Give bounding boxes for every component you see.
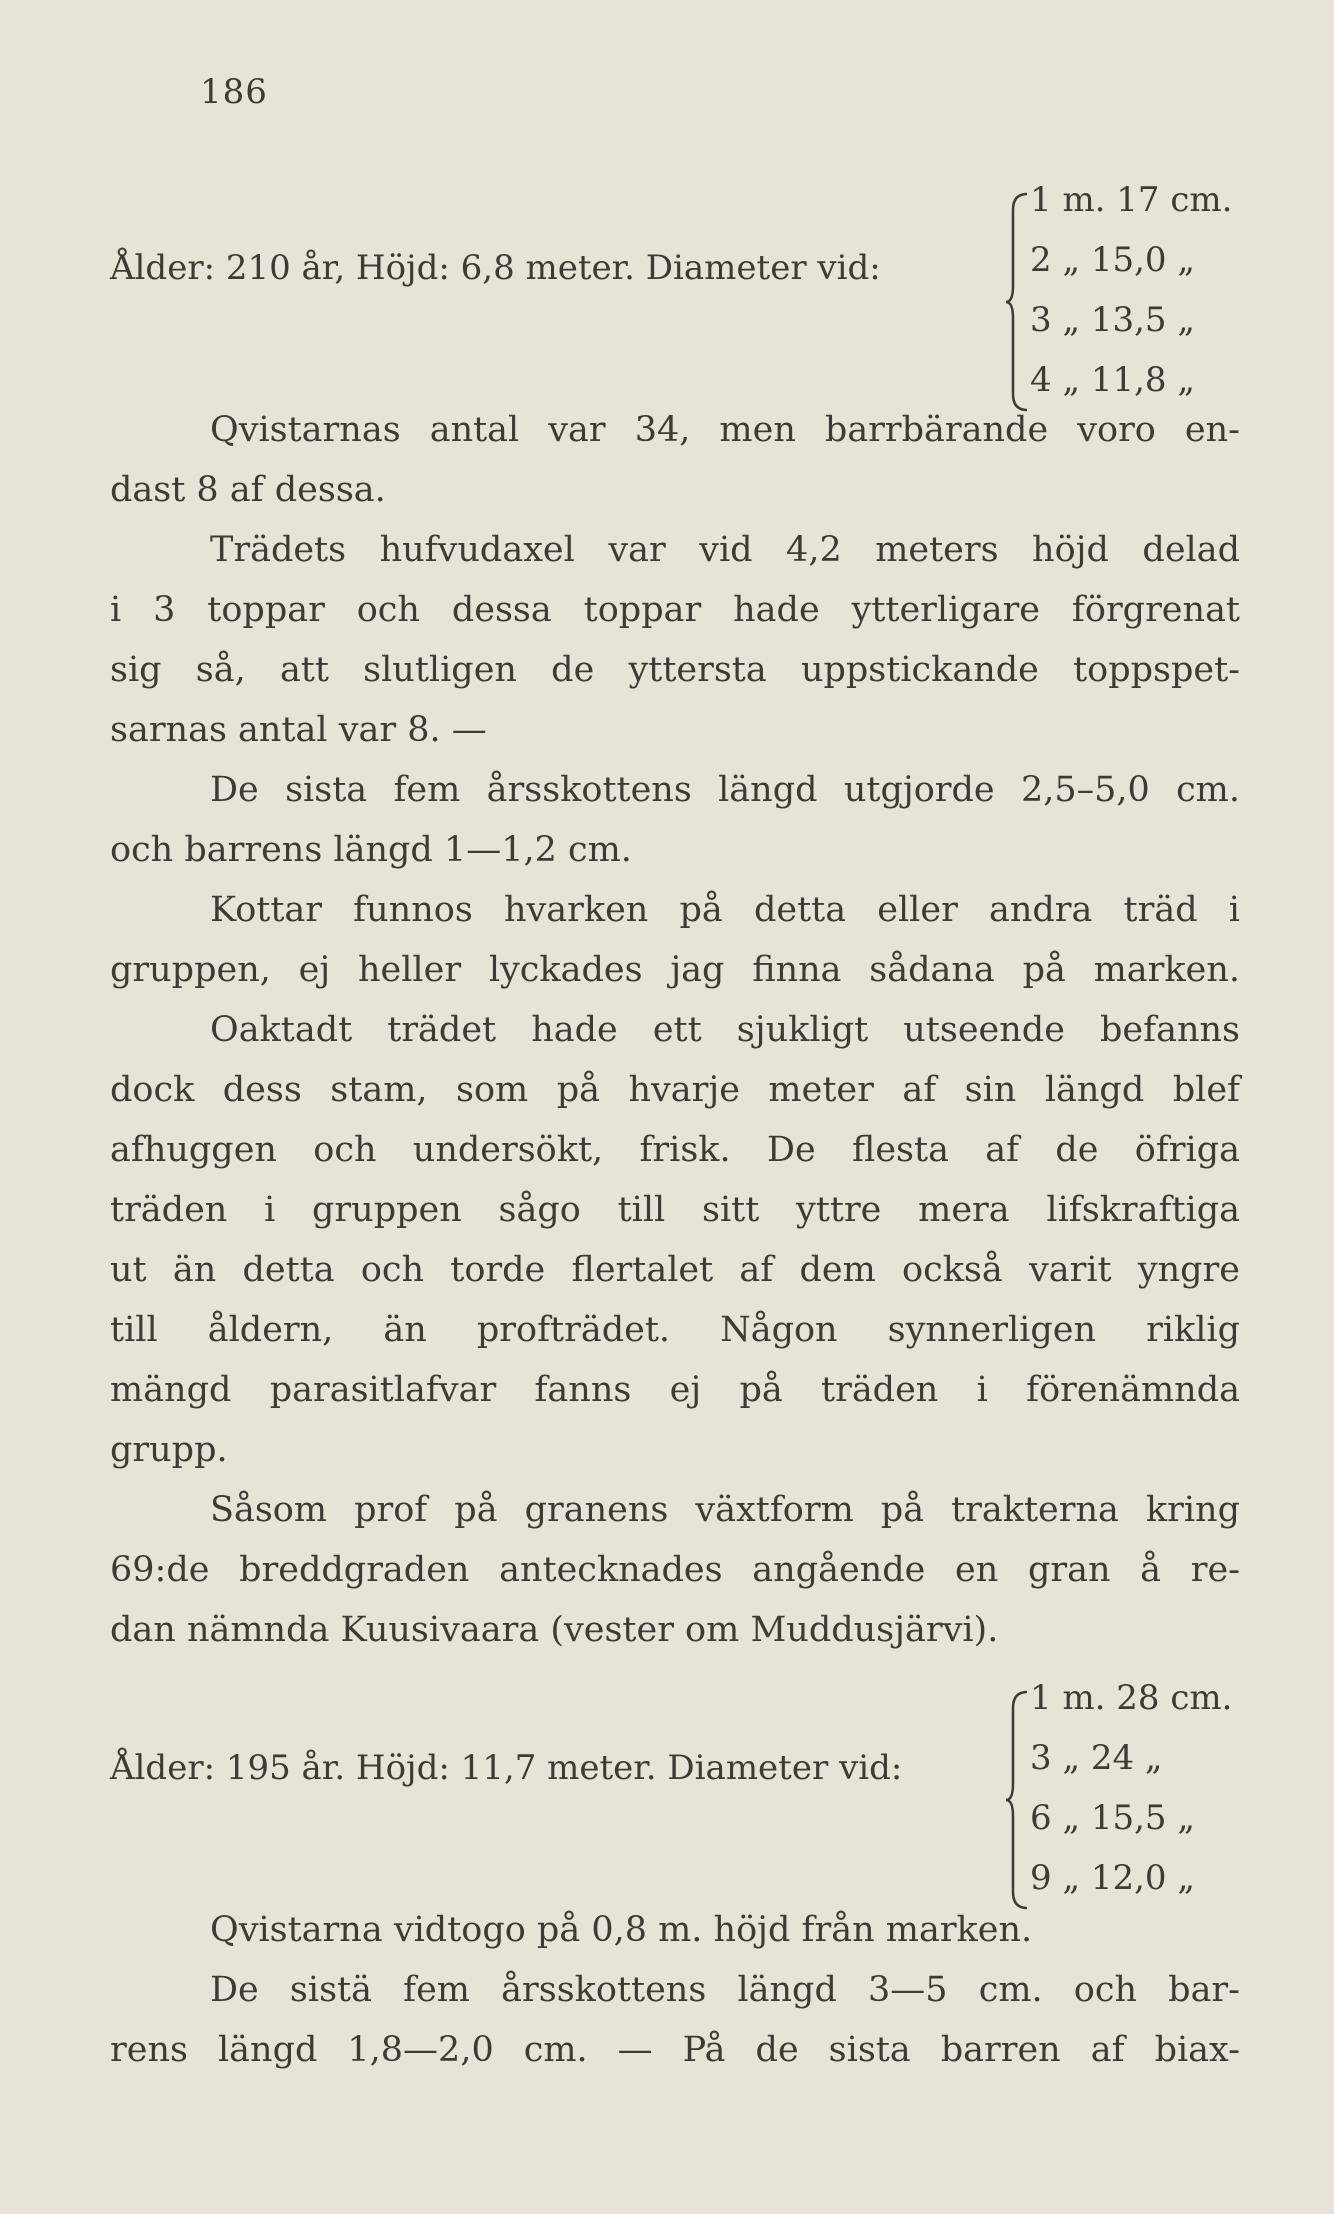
text-line: och barrens längd 1—1,2 cm. <box>110 830 632 870</box>
measurement-label-1: Ålder: 210 år, Höjd: 6,8 meter. Diameter vid: <box>110 248 881 288</box>
paragraph-health <box>110 1000 1240 1480</box>
measurement-block-2 <box>110 1660 1250 1900</box>
paragraph-growth-form <box>110 1480 1240 1660</box>
measurement-value: 6 „ 15,5 „ <box>1030 1798 1195 1838</box>
measurement-values-1 <box>1030 170 1232 410</box>
measurement-block-1 <box>110 160 1250 400</box>
text-line: grupp. <box>110 1430 228 1470</box>
text-line: De sistä fem årsskottens längd 3—5 cm. och bar- <box>210 1970 1240 2010</box>
text-line: Kottar funnos hvarken på detta eller andra träd i <box>210 890 1240 930</box>
text-line: rens längd 1,8—2,0 cm. — På de sista barren af biax- <box>110 2030 1240 2070</box>
text-line: mängd parasitlafvar fanns ej på träden i förenämnda <box>110 1370 1240 1410</box>
text-line: 69:de breddgraden antecknades angående en gran å re- <box>110 1550 1240 1590</box>
text-line: till åldern, än profträdet. Någon synnerligen riklig <box>110 1310 1240 1350</box>
paragraph-branch-height <box>110 1900 1240 1960</box>
measurement-value: 3 „ 13,5 „ <box>1030 300 1195 340</box>
paragraph-cones <box>110 880 1240 1000</box>
text-line: Qvistarnas antal var 34, men barrbärande voro en- <box>210 410 1240 450</box>
brace-icon <box>1005 1688 1029 1913</box>
text-line: gruppen, ej heller lyckades jag finna sådana på marken. <box>110 950 1240 990</box>
text-line: dast 8 af dessa. <box>110 470 386 510</box>
measurement-values-2 <box>1030 1668 1232 1908</box>
text-line: i 3 toppar och dessa toppar hade ytterligare förgrenat <box>110 590 1240 630</box>
text-line: ut än detta och torde flertalet af dem också varit yngre <box>110 1250 1240 1290</box>
measurement-value: 1 m. 28 cm. <box>1030 1678 1233 1718</box>
text-line: Qvistarna vidtogo på 0,8 m. höjd från marken. <box>210 1910 1033 1950</box>
text-line: träden i gruppen sågo till sitt yttre mera lifskraftiga <box>110 1190 1240 1230</box>
text-line: Trädets hufvudaxel var vid 4,2 meters höjd delad <box>210 530 1240 570</box>
measurement-value: 9 „ 12,0 „ <box>1030 1858 1195 1898</box>
brace-icon <box>1005 190 1029 415</box>
measurement-value: 1 m. 17 cm. <box>1030 180 1233 220</box>
text-line: sig så, att slutligen de yttersta uppstickande toppspet- <box>110 650 1240 690</box>
text-line: Oaktadt trädet hade ett sjukligt utseende befanns <box>210 1010 1240 1050</box>
measurement-value: 4 „ 11,8 „ <box>1030 360 1195 400</box>
text-line: afhuggen och undersökt, frisk. De flesta af de öfriga <box>110 1130 1240 1170</box>
text-line: De sista fem årsskottens längd utgjorde 2,5–5,0 cm. <box>210 770 1240 810</box>
paragraph-branches <box>110 400 1240 520</box>
paragraph-main-axis <box>110 520 1240 760</box>
paragraph-final <box>110 1960 1240 2080</box>
paragraph-shoot-length <box>110 760 1240 880</box>
text-line: Såsom prof på granens växtform på trakterna kring <box>210 1490 1240 1530</box>
measurement-label-2: Ålder: 195 år. Höjd: 11,7 meter. Diameter vid: <box>110 1748 903 1788</box>
page-number: 186 <box>200 72 268 112</box>
measurement-value: 3 „ 24 „ <box>1030 1738 1163 1778</box>
text-line: dan nämnda Kuusivaara (vester om Muddusjärvi). <box>110 1610 999 1650</box>
text-line: sarnas antal var 8. — <box>110 710 487 750</box>
text-line: dock dess stam, som på hvarje meter af sin längd blef <box>110 1070 1240 1110</box>
measurement-value: 2 „ 15,0 „ <box>1030 240 1195 280</box>
